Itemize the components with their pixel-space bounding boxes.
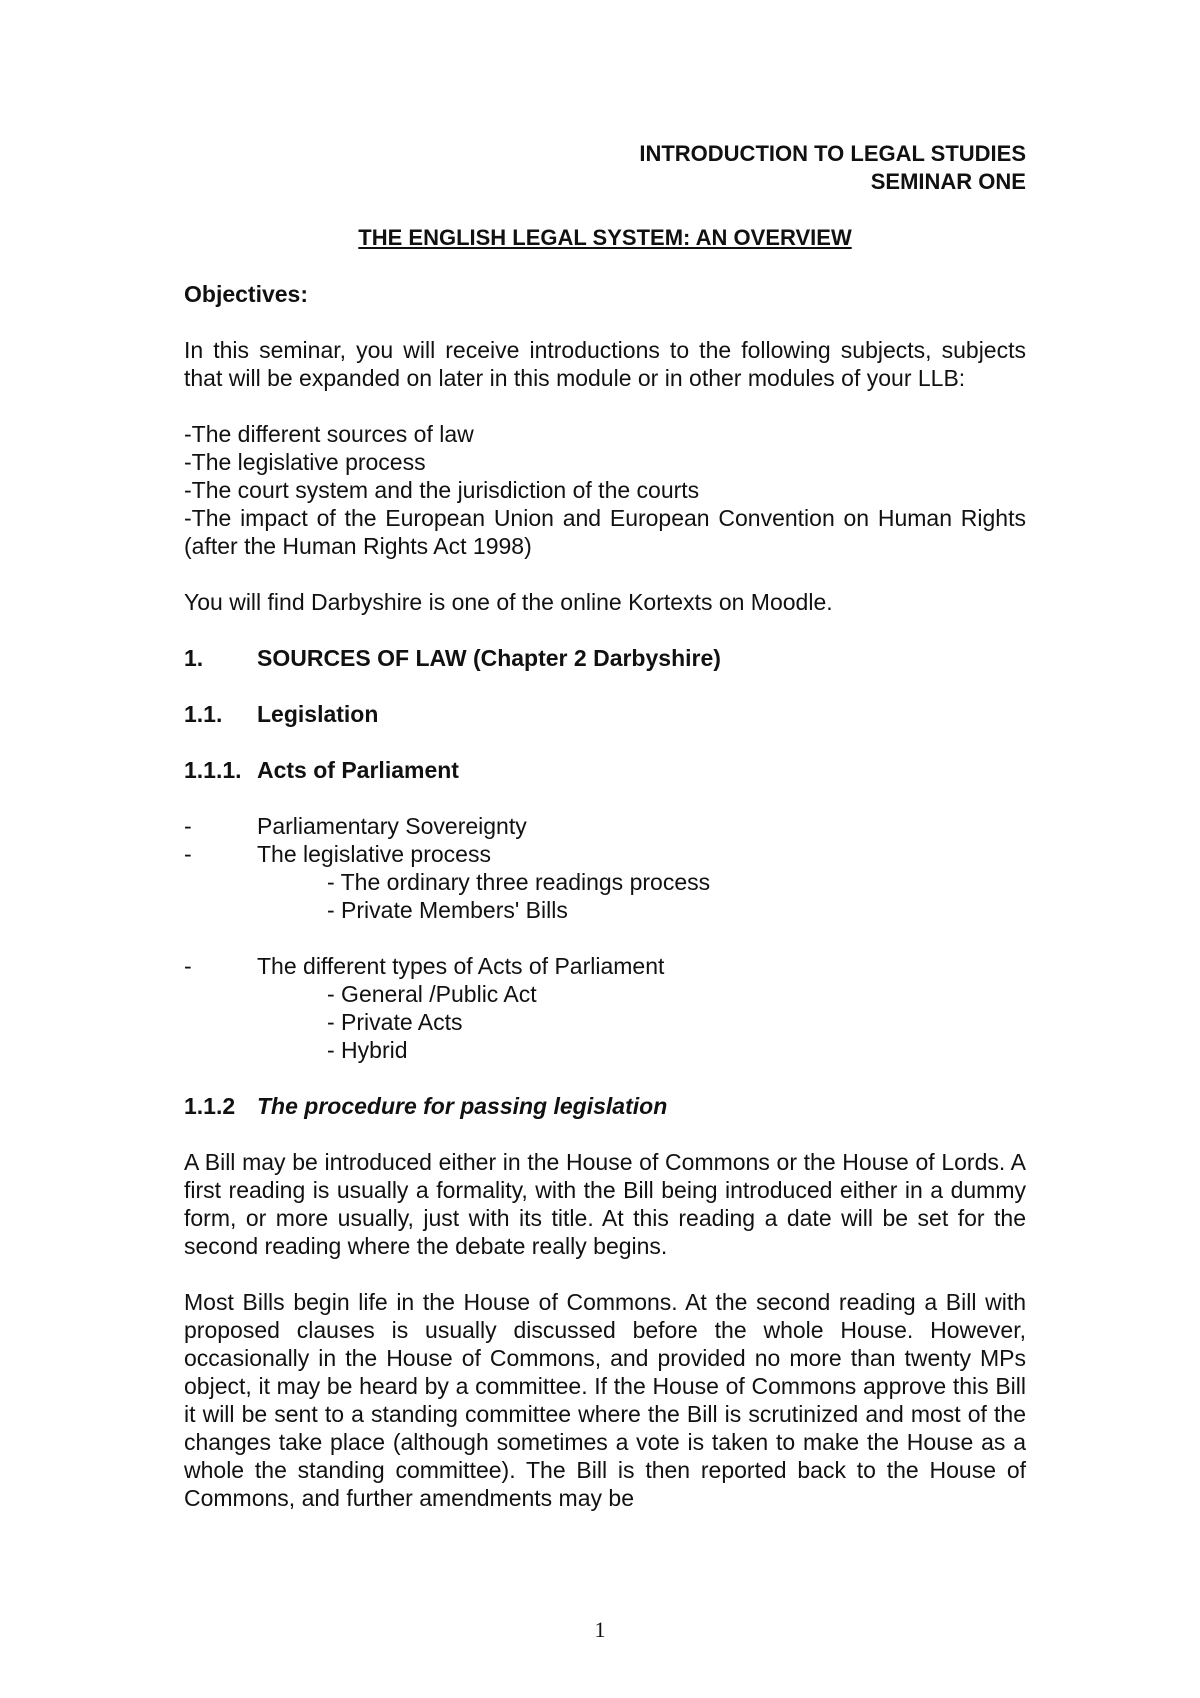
sub-list-item: - The ordinary three readings process xyxy=(327,869,711,895)
dash-marker: - xyxy=(184,841,192,867)
section-title: Acts of Parliament xyxy=(257,757,459,783)
document-page xyxy=(184,140,1026,1512)
procedure-paragraph-1: A Bill may be introduced either in the House of Commons or the House of Lords. A first reading is usually a formality, with the Bill being introduced either in a dummy form, or more usually, just with its title. At this reading a date will be set for the second reading where the debate really begins. xyxy=(184,1149,1026,1259)
section-number: 1.1.1. xyxy=(184,757,242,783)
spacer xyxy=(184,924,1026,952)
list-item-text: The legislative process xyxy=(257,841,491,867)
section-title: The procedure for passing legislation xyxy=(257,1093,668,1119)
section-number: 1.1. xyxy=(184,701,223,727)
section-number: 1.1.2 xyxy=(184,1093,236,1119)
kortexts-note: You will find Darbyshire is one of the online Kortexts on Moodle. xyxy=(184,589,833,615)
objectives-list xyxy=(184,420,1026,560)
list-item: -The different sources of law xyxy=(184,421,474,447)
seminar-label: SEMINAR ONE xyxy=(870,169,1026,194)
list-item: -The impact of the European Union and European Convention on Human Rights (after the Human Rights Act 1998) xyxy=(184,505,1026,559)
list-item-text: Parliamentary Sovereignty xyxy=(257,813,527,839)
objectives-heading: Objectives: xyxy=(184,281,308,307)
page-number: 1 xyxy=(594,1617,606,1642)
acts-of-parliament-list xyxy=(184,812,1026,1064)
list-item xyxy=(184,840,1026,868)
section-title: SOURCES OF LAW (Chapter 2 Darbyshire) xyxy=(257,645,721,671)
procedure-paragraph-2: Most Bills begin life in the House of Commons. At the second reading a Bill with proposed clauses is usually discussed before the whole House. However, occasionally in the House of Commons, and provided no more than twenty MPs object, it may be heard by a committee. If the House of Commons approve this Bill it will be sent to a standing committee where the Bill is scrutinized and most of the changes take place (although sometimes a vote is taken to make the House as a whole the standing committee). The Bill is then reported back to the House of Commons, and further amendments may be xyxy=(184,1289,1026,1511)
dash-marker: - xyxy=(184,813,192,839)
list-item xyxy=(184,952,1026,980)
section-heading-1-1-1 xyxy=(184,756,1026,784)
document-title: THE ENGLISH LEGAL SYSTEM: AN OVERVIEW xyxy=(358,225,852,250)
section-title: Legislation xyxy=(257,701,379,727)
list-item: -The legislative process xyxy=(184,449,426,475)
section-heading-1-1-2 xyxy=(184,1092,1026,1120)
list-item: -The court system and the jurisdiction of the courts xyxy=(184,477,700,503)
sub-list-item: - Private Members' Bills xyxy=(327,897,568,923)
sub-list-item: - Private Acts xyxy=(327,1009,463,1035)
course-title: INTRODUCTION TO LEGAL STUDIES xyxy=(639,141,1026,166)
list-item-text: The different types of Acts of Parliament xyxy=(257,953,665,979)
list-item xyxy=(184,812,1026,840)
objectives-intro: In this seminar, you will receive introductions to the following subjects, subjects that will be expanded on later in this module or in other modules of your LLB: xyxy=(184,337,1026,391)
section-heading-1-1 xyxy=(184,700,1026,728)
sub-list-item: - General /Public Act xyxy=(327,981,537,1007)
dash-marker: - xyxy=(184,953,192,979)
section-number: 1. xyxy=(184,645,204,671)
sub-list-item: - Hybrid xyxy=(327,1037,408,1063)
section-heading-1 xyxy=(184,644,1026,672)
